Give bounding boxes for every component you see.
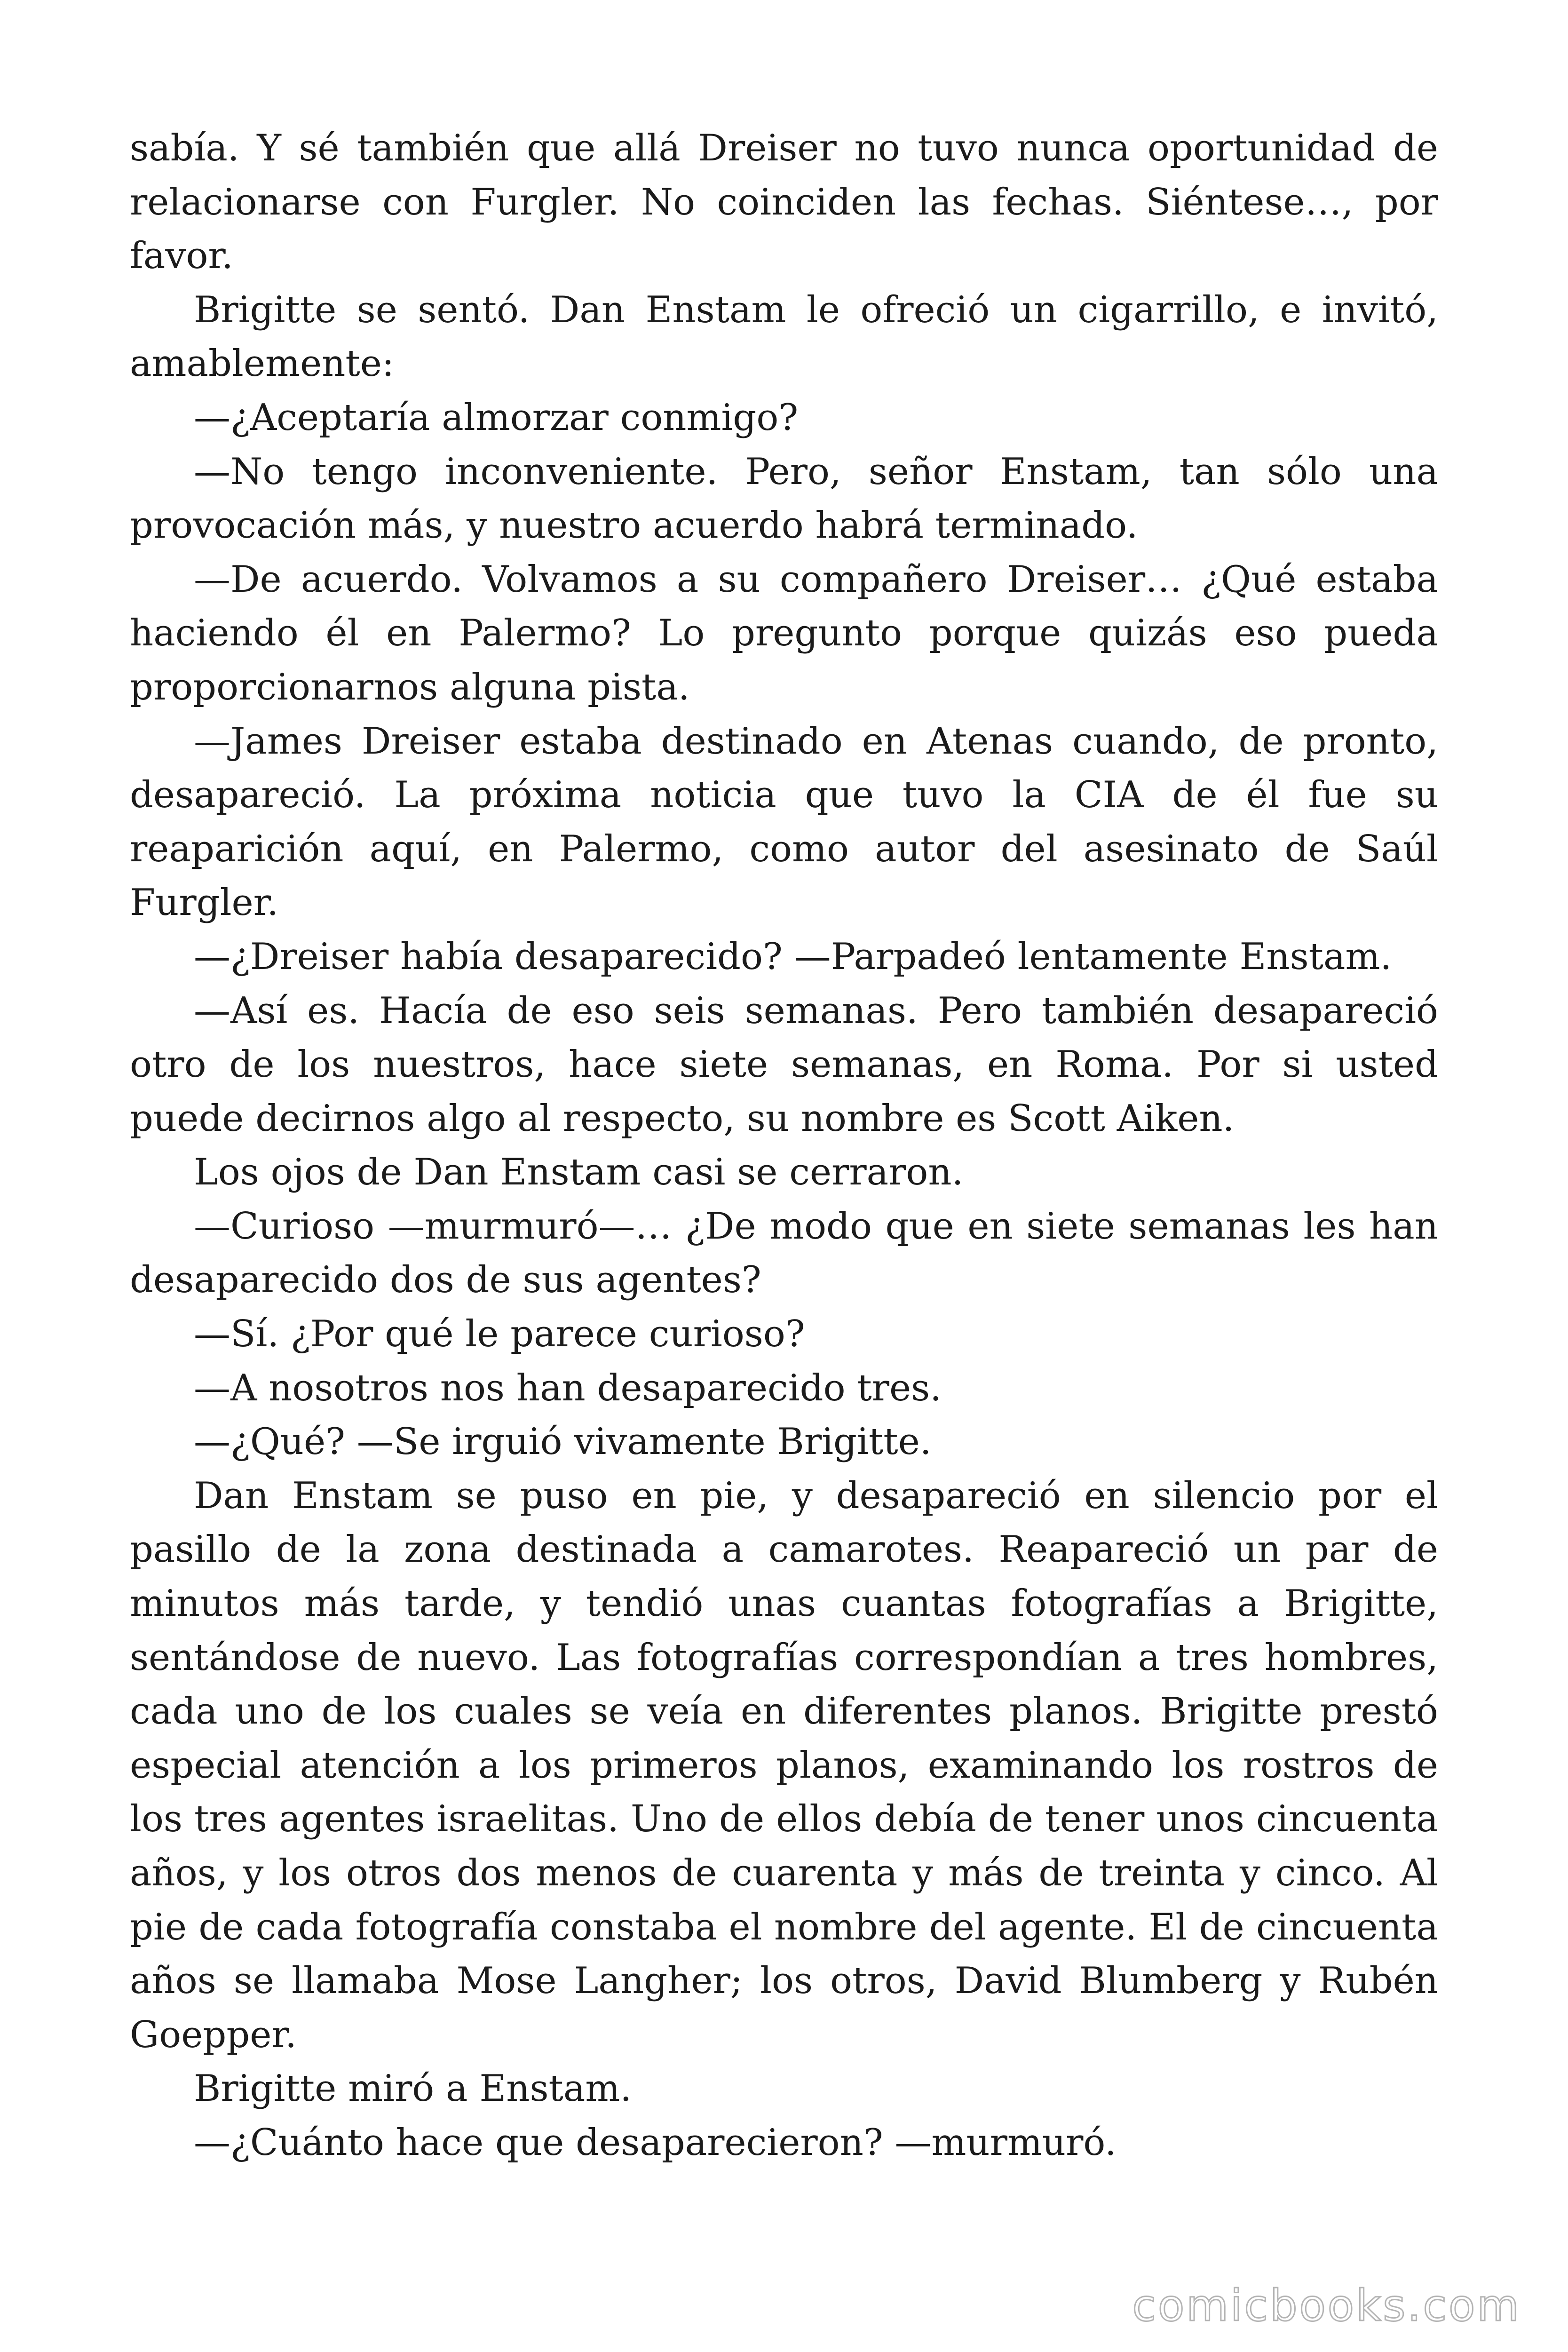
paragraph: —De acuerdo. Volvamos a su compañero Dreiser… ¿Qué estaba haciendo él en Palermo? Lo pregunto porque quizás eso pueda proporcionarnos alguna pista.	[130, 558, 1438, 708]
paragraph: sabía. Y sé también que allá Dreiser no tuvo nunca oportunidad de relacionarse con Furgler. No coinciden las fechas. Siéntese…, por favor.	[130, 127, 1438, 278]
body-text	[130, 121, 1438, 2170]
paragraph: —¿Aceptaría almorzar conmigo?	[194, 396, 799, 439]
paragraph: —Curioso —murmuró—… ¿De modo que en siete semanas les han desaparecido dos de sus agentes?	[130, 1205, 1438, 1302]
paragraph: Brigitte miró a Enstam.	[194, 2067, 632, 2110]
paragraph: —Sí. ¿Por qué le parece curioso?	[194, 1313, 805, 1356]
paragraph: Brigitte se sentó. Dan Enstam le ofreció un cigarrillo, e invitó, amablemente:	[130, 288, 1438, 385]
paragraph: —¿Dreiser había desaparecido? —Parpadeó lentamente Enstam.	[194, 935, 1392, 978]
paragraph: Dan Enstam se puso en pie, y desapareció en silencio por el pasillo de la zona destinada a camarotes. Reapareció un par de minutos más tarde, y tendió unas cuantas fotografías a Brigitte, sentándose de nuevo. Las fotografías correspondían a tres hombres, cada uno de los cuales se veía en diferentes planos. Brigitte prestó especial atención a los primeros planos, examinando los rostros de los tres agentes israelitas. Uno de ellos debía de tener unos cincuenta años, y los otros dos menos de cuarenta y más de treinta y cinco. Al pie de cada fotografía constaba el nombre del agente. El de cincuenta años se llamaba Mose Langher; los otros, David Blumberg y Rubén Goepper.	[130, 1474, 1438, 2056]
paragraph: —Así es. Hacía de eso seis semanas. Pero también desapareció otro de los nuestros, hace siete semanas, en Roma. Por si usted puede decirnos algo al respecto, su nombre es Scott Aiken.	[130, 989, 1438, 1140]
paragraph: —¿Cuánto hace que desaparecieron? —murmuró.	[194, 2121, 1117, 2164]
paragraph: —No tengo inconveniente. Pero, señor Enstam, tan sólo una provocación más, y nuestro acuerdo habrá terminado.	[130, 450, 1438, 547]
paragraph: —¿Qué? —Se irguió vivamente Brigitte.	[194, 1421, 932, 1463]
paragraph: —A nosotros nos han desaparecido tres.	[194, 1367, 942, 1409]
paragraph: —James Dreiser estaba destinado en Atenas cuando, de pronto, desapareció. La próxima noticia que tuvo la CIA de él fue su reaparición aquí, en Palermo, como autor del asesinato de Saúl Furgler.	[130, 720, 1438, 924]
watermark: comicbooks.com	[1132, 2280, 1521, 2331]
paragraph: Los ojos de Dan Enstam casi se cerraron.	[194, 1151, 964, 1194]
